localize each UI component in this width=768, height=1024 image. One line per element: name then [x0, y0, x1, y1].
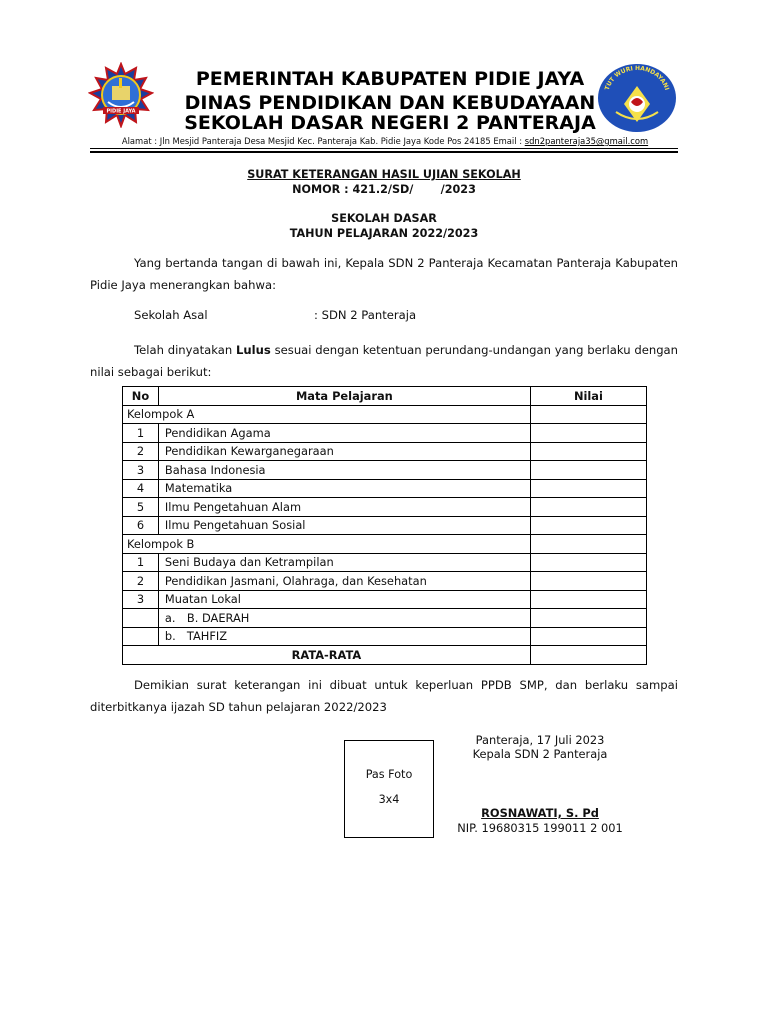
row-no: 2 [123, 442, 159, 461]
document-title: SURAT KETERANGAN HASIL UJIAN SEKOLAH [247, 168, 521, 181]
score-cell [530, 498, 646, 517]
row-no: 3 [123, 590, 159, 609]
signature-name: ROSNAWATI, S. Pd [481, 806, 599, 820]
statement-paragraph [90, 339, 678, 383]
table-row [123, 461, 647, 480]
group-label-a: Kelompok A [123, 405, 531, 424]
photo-label: Pas Foto [365, 768, 413, 781]
row-subject [158, 609, 530, 628]
header-subject: Mata Pelajaran [158, 387, 530, 406]
row-no: 1 [123, 553, 159, 572]
score-cell [530, 535, 646, 554]
address-text: Alamat : Jln Mesjid Panteraja Desa Mesjid Kec. Panteraja Kab. Pidie Jaya Kode Pos 24185 Email : [121, 136, 525, 146]
score-cell [530, 572, 646, 591]
row-subject: Ilmu Pengetahuan Sosial [158, 516, 530, 535]
school-origin-label: Sekolah Asal [134, 308, 208, 322]
row-subject: Muatan Lokal [158, 590, 530, 609]
row-subject: Pendidikan Kewarganegaraan [158, 442, 530, 461]
table-subrow [123, 627, 647, 646]
document-number: NOMOR : 421.2/SD/ /2023 [292, 183, 476, 196]
letterhead-address [90, 136, 680, 146]
average-label: RATA-RATA [123, 646, 531, 665]
statement-pre: Telah dinyatakan [134, 343, 237, 357]
letterhead-government: PEMERINTAH KABUPATEN PIDIE JAYA [195, 68, 585, 90]
row-subject [158, 627, 530, 646]
score-cell [530, 627, 646, 646]
table-row [123, 553, 647, 572]
table-row [123, 516, 647, 535]
row-subject: Pendidikan Jasmani, Olahraga, dan Kesehatan [158, 572, 530, 591]
sub-subject: TAHFIZ [186, 629, 228, 644]
signature-position: Kepala SDN 2 Panteraja [472, 747, 608, 761]
group-label-b: Kelompok B [123, 535, 531, 554]
email-link[interactable]: sdn2panteraja35@gmail.com [524, 136, 649, 146]
row-no [123, 609, 159, 628]
letterhead-school: SEKOLAH DASAR NEGERI 2 PANTERAJA [184, 112, 596, 134]
svg-text:TUT WURI HANDAYANI: TUT WURI HANDAYANI [603, 64, 671, 92]
sub-marker: b. [164, 629, 176, 644]
score-cell [530, 405, 646, 424]
header-no: No [123, 387, 159, 406]
row-no: 6 [123, 516, 159, 535]
score-cell [530, 516, 646, 535]
status-passed: Lulus [236, 343, 271, 357]
signature-place-date: Panteraja, 17 Juli 2023 [475, 733, 605, 747]
letterhead-divider-thin [90, 148, 678, 149]
row-no: 2 [123, 572, 159, 591]
row-no: 4 [123, 479, 159, 498]
closing-paragraph: Demikian surat keterangan ini dibuat untuk keperluan PPDB SMP, dan berlaku sampai diterbitkanya ijazah SD tahun pelajaran 2022/2023 [90, 678, 678, 714]
document-subtitle-year: TAHUN PELAJARAN 2022/2023 [289, 227, 479, 240]
photo-size: 3x4 [378, 793, 400, 806]
table-row [123, 590, 647, 609]
table-row [123, 498, 647, 517]
row-subject: Bahasa Indonesia [158, 461, 530, 480]
table-row [123, 479, 647, 498]
average-score-cell [530, 646, 646, 665]
sub-subject: B. DAERAH [186, 610, 250, 625]
row-no: 5 [123, 498, 159, 517]
row-no: 1 [123, 424, 159, 443]
score-cell [530, 553, 646, 572]
signature-nip: NIP. 19680315 199011 2 001 [457, 821, 623, 835]
svg-text:PIDIE JAYA: PIDIE JAYA [106, 108, 136, 115]
row-subject: Matematika [158, 479, 530, 498]
header-score: Nilai [530, 387, 646, 406]
photo-placeholder-box [344, 740, 434, 838]
table-row [123, 442, 647, 461]
row-subject: Pendidikan Agama [158, 424, 530, 443]
score-cell [530, 461, 646, 480]
score-cell [530, 609, 646, 628]
group-row-a [123, 405, 647, 424]
grades-table [122, 386, 647, 665]
score-cell [530, 424, 646, 443]
intro-paragraph: Yang bertanda tangan di bawah ini, Kepala SDN 2 Panteraja Kecamatan Panteraja Kabupaten Pidie Jaya menerangkan bahwa: [90, 256, 678, 292]
average-row [123, 646, 647, 665]
row-no: 3 [123, 461, 159, 480]
score-cell [530, 590, 646, 609]
table-row [123, 424, 647, 443]
school-origin-value: : SDN 2 Panteraja [314, 308, 417, 322]
document-subtitle-level: SEKOLAH DASAR [331, 212, 437, 225]
table-header-row [123, 387, 647, 406]
letterhead-department: DINAS PENDIDIKAN DAN KEBUDAYAAN [184, 92, 596, 114]
score-cell [530, 442, 646, 461]
table-row [123, 572, 647, 591]
row-no [123, 627, 159, 646]
group-row-b [123, 535, 647, 554]
table-subrow [123, 609, 647, 628]
letterhead-divider-thick [90, 151, 678, 153]
statement-post: sesuai dengan ketentuan perundang-undangan yang berlaku dengan nilai sebagai berikut: [90, 343, 679, 379]
sub-marker: a. [164, 610, 176, 625]
score-cell [530, 479, 646, 498]
row-subject: Seni Budaya dan Ketrampilan [158, 553, 530, 572]
row-subject: Ilmu Pengetahuan Alam [158, 498, 530, 517]
